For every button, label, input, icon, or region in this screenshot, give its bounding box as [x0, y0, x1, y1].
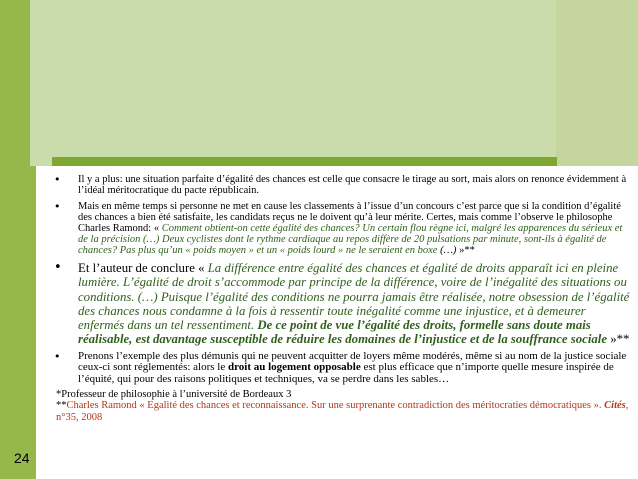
bullet-conclusion — [36, 261, 630, 347]
footnote-2 — [36, 400, 630, 423]
footnote-marker: ** — [56, 400, 67, 412]
journal-name: Cités — [604, 400, 626, 412]
title-accent-bar — [52, 157, 557, 166]
ramond-quote: Comment obtient-on cette égalité des chances? Un certain flou règne ici, malgré les apparences du sérieux et de la précision (…) Deux cyclistes dont le rythme cardiaque au repos diffère de 20 pulsations par minute, sont-ils à égalité de chances? Pas plus qu’un « poids moyen » et un « poids lourd » ne le seraient en boxe — [78, 223, 623, 256]
bullet-text: Et l’auteur de conclure « — [78, 261, 208, 275]
bullet-dot: • — [54, 349, 61, 363]
footnote-reference: Charles Ramond « Egalité des chances et reconnaissance. Sur une surprenante contradiction des méritocraties démocratiques ». — [66, 400, 605, 412]
quote-end: »** — [607, 332, 630, 347]
bullet-text-end: est plus efficace que n’importe quelle mesure inspirée de l’équité, qui pour des raisons politiques et techniques, va se perdre dans les sables… — [78, 361, 614, 385]
bullet-text: Mais en même temps si personne ne met en cause les classements à l’issue d’un concours c’est parce que si la condition d’égalité des chances a bien été satisfaite, les candidats reçus ne le doivent qu’à leur mérite. Certes, mais comme l’observe le philosophe Charles Ramond: « — [78, 201, 621, 234]
bullet-logement — [36, 351, 630, 386]
top-decor-band-right — [556, 0, 638, 166]
bullet-concours — [36, 201, 630, 256]
quote-end: »** — [456, 245, 475, 256]
bullet-tirage-au-sort — [36, 174, 630, 196]
conclusion-quote: La différence entre égalité des chances et égalité de droits apparaît ici en pleine lumière. L’égalité de droit s’accommode par principe de la différence, voire de l’inégalité des situations ou conditions. (…) Puisque l’égalité des conditions ne pourra jamais être réalisée, notre obsession de l’égalité des chances nous condamne à la fois à ressentir toute inégalité comme une injustice, et à demeurer enfermés dans un tel ressentiment. — [78, 261, 630, 333]
conclusion-bold-quote: De ce point de vue l’égalité des droits, formelle sans doute mais réalisable, est davantage susceptible de réduire les domaines de l’injustice et de la souffrance sociale — [78, 318, 608, 347]
bullet-dot: • — [54, 173, 61, 186]
bullet-text: Il y a plus: une situation parfaite d’égalité des chances est celle que consacre le tirage au sort, mais alors on renonce évidemment à l’idéal méritocratique du pacte républicain. — [78, 174, 627, 196]
bullet-dot: • — [54, 260, 62, 275]
footnote-1: *Professeur de philosophie à l’université de Bordeaux 3 — [56, 388, 292, 400]
droit-logement-bold: droit au logement opposable — [227, 361, 361, 374]
bullet-dot: • — [54, 200, 61, 213]
journal-issue: , n°35, 2008 — [56, 400, 629, 423]
quote-ellipsis: (…) — [440, 245, 457, 256]
top-decor-band — [30, 0, 638, 166]
bullet-text: Prenons l’exemple des plus démunis qui ne peuvent acquitter de loyers même modérés, même si au nom de la justice sociale ceux-ci sont réglementés: alors le — [78, 349, 627, 374]
slide-content — [36, 174, 630, 423]
slide-number: 24 — [14, 450, 30, 466]
